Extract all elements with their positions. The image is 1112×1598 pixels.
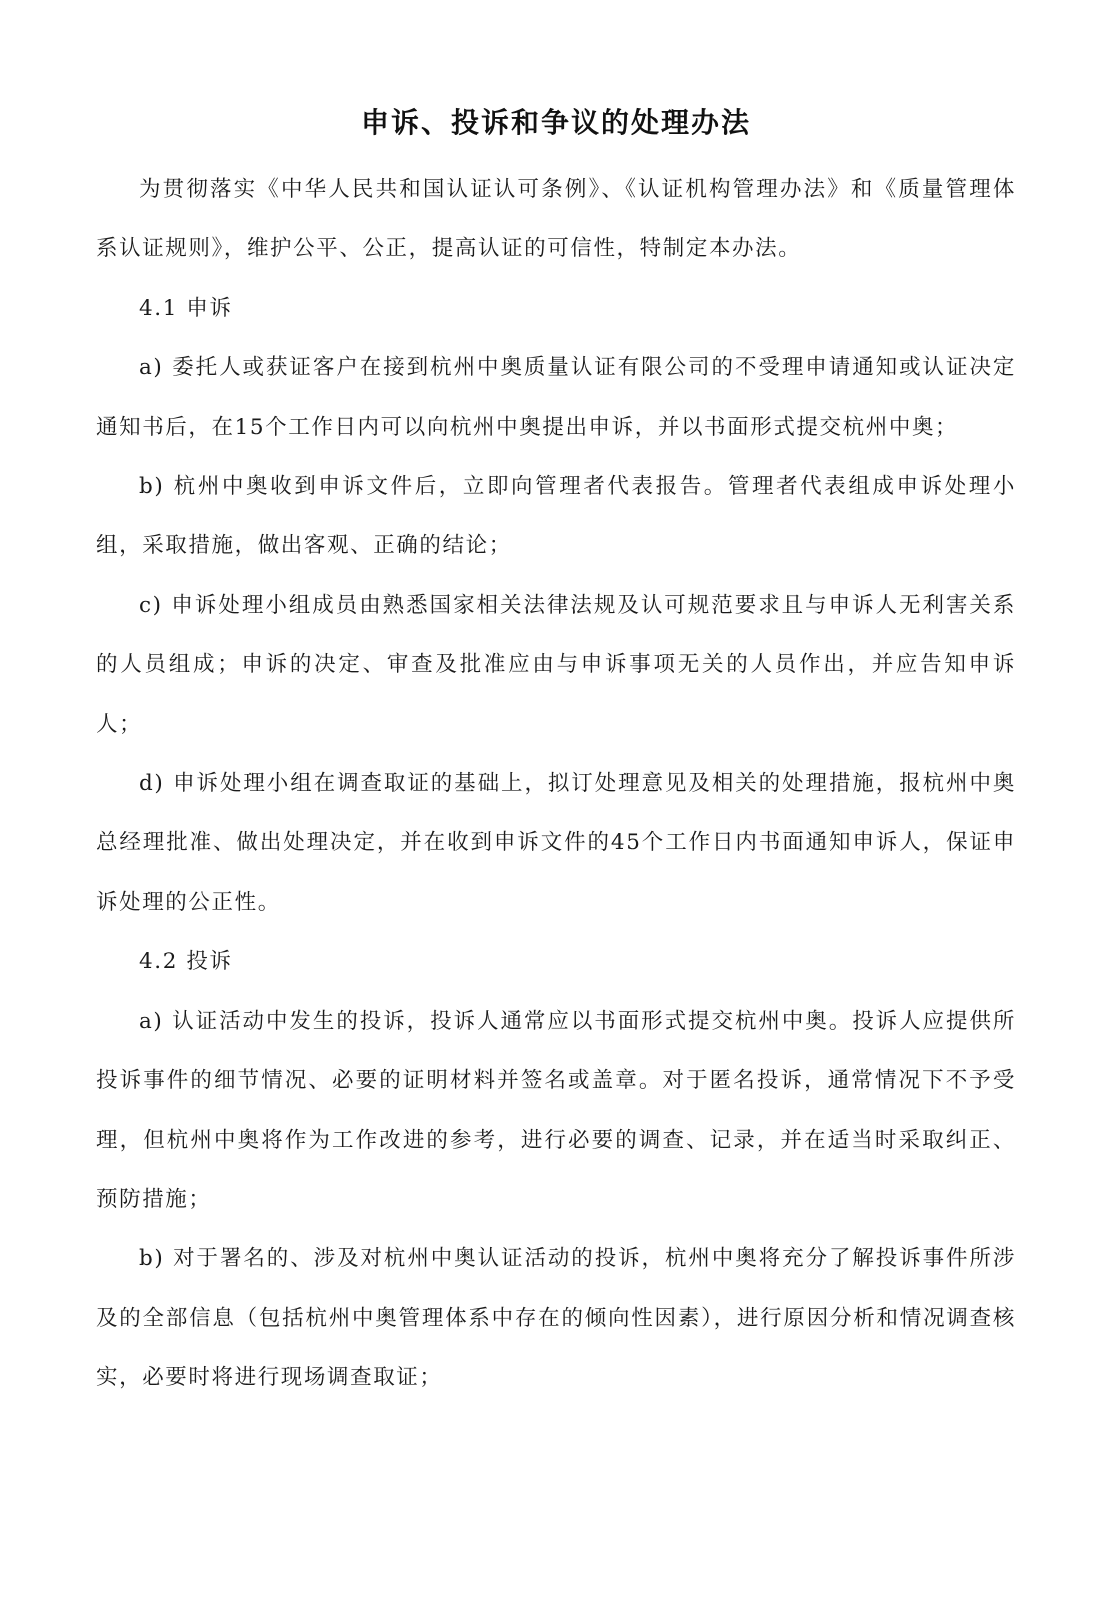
appeal-item-c: c) 申诉处理小组成员由熟悉国家相关法律法规及认可规范要求且与申诉人无利害关系的人员组成；申诉的决定、审查及批准应由与申诉事项无关的人员作出，并应告知申诉人；: [96, 592, 1016, 737]
document-title: 申诉、投诉和争议的处理办法: [360, 106, 751, 139]
appeal-item-d: d) 申诉处理小组在调查取证的基础上，拟订处理意见及相关的处理措施，报杭州中奥总经理批准、做出处理决定，并在收到申诉文件的45个工作日内书面通知申诉人，保证申诉处理的公正性。: [96, 771, 1016, 915]
appeal-item-b: b) 杭州中奥收到申诉文件后，立即向管理者代表报告。管理者代表组成申诉处理小组，采取措施，做出客观、正确的结论；: [96, 474, 1016, 559]
appeal-item-a: a) 委托人或获证客户在接到杭州中奥质量认证有限公司的不受理申请通知或认证决定通知书后，在15个工作日内可以向杭州中奥提出申诉，并以书面形式提交杭州中奥；: [96, 355, 1016, 440]
section-heading-appeal: 4.1 申诉: [139, 295, 233, 321]
intro-paragraph: 为贯彻落实《中华人民共和国认证认可条例》、《认证机构管理办法》和《质量管理体系认证规则》，维护公平、公正，提高认证的可信性，特制定本办法。: [96, 177, 1016, 262]
complaint-item-a: a) 认证活动中发生的投诉，投诉人通常应以书面形式提交杭州中奥。投诉人应提供所投诉事件的细节情况、必要的证明材料并签名或盖章。对于匿名投诉，通常情况下不予受理，但杭州中奥将作为工作改进的参考，进行必要的调查、记录，并在适当时采取纠正、预防措施；: [96, 1008, 1016, 1212]
section-heading-complaint: 4.2 投诉: [139, 949, 233, 975]
complaint-item-b: b) 对于署名的、涉及对杭州中奥认证活动的投诉，杭州中奥将充分了解投诉事件所涉及的全部信息（包括杭州中奥管理体系中存在的倾向性因素），进行原因分析和情况调查核实，必要时将进行现场调查取证；: [96, 1246, 1016, 1391]
document-body: [96, 160, 1016, 1408]
